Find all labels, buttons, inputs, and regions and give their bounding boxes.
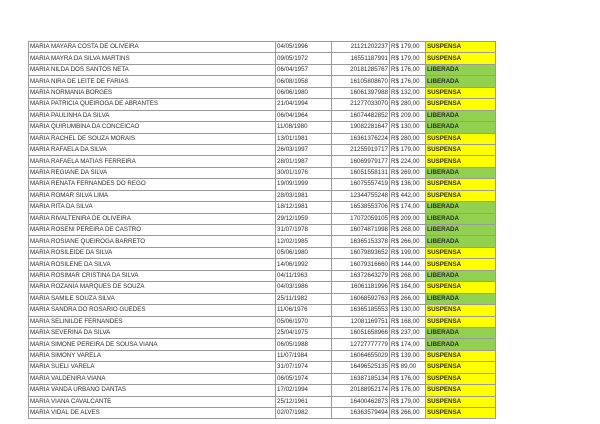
cell-id-number[interactable]: 16538553706	[332, 202, 390, 213]
table-row	[29, 225, 496, 236]
cell-status[interactable]: SUSPENSA	[426, 408, 496, 419]
cell-status[interactable]: SUSPENSA	[426, 316, 496, 327]
cell-id-number[interactable]: 16105808670	[332, 76, 390, 87]
table-row	[29, 76, 496, 87]
cell-name[interactable]: MARIA RAFAELA DA SILVA	[29, 144, 276, 155]
cell-id-number[interactable]: 16387185134	[332, 373, 390, 384]
table-body	[29, 42, 496, 419]
cell-birth-date[interactable]: 31/07/1978	[276, 225, 332, 236]
cell-name[interactable]: MARIA SAMILE SOUZA SILVA	[29, 293, 276, 304]
cell-status[interactable]: LIBERADA	[426, 64, 496, 75]
cell-id-number[interactable]: 16372643279	[332, 270, 390, 281]
cell-name[interactable]: MARIA RAFAELA MATIAS FERREIRA	[29, 156, 276, 167]
cell-value[interactable]: R$ 130,00	[390, 305, 426, 316]
cell-name[interactable]: MARIA RENATA FERNANDES DO REGO	[29, 179, 276, 190]
cell-name[interactable]: MARIA ROSIMAR CRISTINA DA SILVA	[29, 270, 276, 281]
cell-status[interactable]: SUSPENSA	[426, 133, 496, 144]
cell-value[interactable]: R$ 174,00	[390, 202, 426, 213]
table-row	[29, 350, 496, 361]
cell-value[interactable]: R$ 164,00	[390, 282, 426, 293]
cell-birth-date[interactable]: 04/11/1963	[276, 270, 332, 281]
cell-birth-date[interactable]: 12/02/1985	[276, 236, 332, 247]
table-row	[29, 373, 496, 384]
cell-status[interactable]: LIBERADA	[426, 110, 496, 121]
cell-id-number[interactable]: 16363579494	[332, 408, 390, 419]
cell-birth-date[interactable]: 04/03/1986	[276, 282, 332, 293]
cell-birth-date[interactable]: 11/06/1976	[276, 305, 332, 316]
cell-id-number[interactable]: 20188952174	[332, 385, 390, 396]
cell-value[interactable]: R$ 179,00	[390, 396, 426, 407]
cell-status[interactable]: SUSPENSA	[426, 42, 496, 53]
cell-status[interactable]: LIBERADA	[426, 76, 496, 87]
cell-name[interactable]: MARIA NORMANIA BORGES	[29, 87, 276, 98]
spreadsheet-table	[28, 41, 496, 419]
cell-id-number[interactable]: 17072059105	[332, 213, 390, 224]
cell-id-number[interactable]: 21277033070	[332, 99, 390, 110]
table-row	[29, 110, 496, 121]
cell-birth-date[interactable]: 06/08/1958	[276, 76, 332, 87]
table-row	[29, 305, 496, 316]
cell-birth-date[interactable]: 26/03/1997	[276, 144, 332, 155]
cell-id-number[interactable]: 16400462873	[332, 396, 390, 407]
cell-id-number[interactable]: 16074482852	[332, 110, 390, 121]
cell-id-number[interactable]: 16064655029	[332, 350, 390, 361]
cell-birth-date[interactable]: 04/05/1996	[276, 42, 332, 53]
cell-name[interactable]: MARIA SIMONY VARELA	[29, 350, 276, 361]
cell-status[interactable]: SUSPENSA	[426, 53, 496, 64]
cell-value[interactable]: R$ 199,00	[390, 247, 426, 258]
table-row	[29, 247, 496, 258]
cell-status[interactable]: SUSPENSA	[426, 350, 496, 361]
cell-name[interactable]: MARIA SEVERINA DA SILVA	[29, 327, 276, 338]
cell-status[interactable]: SUSPENSA	[426, 282, 496, 293]
cell-value[interactable]: R$ 442,00	[390, 190, 426, 201]
table-row	[29, 408, 496, 419]
cell-value[interactable]: R$ 266,00	[390, 236, 426, 247]
cell-name[interactable]: MARIA RIVALTENIRA DE OLIVEIRA	[29, 213, 276, 224]
cell-value[interactable]: R$ 280,00	[390, 133, 426, 144]
cell-status[interactable]: LIBERADA	[426, 339, 496, 350]
cell-status[interactable]: LIBERADA	[426, 167, 496, 178]
cell-value[interactable]: R$ 209,00	[390, 110, 426, 121]
cell-name[interactable]: MARIA VANDA URBANO DANTAS	[29, 385, 276, 396]
cell-value[interactable]: R$ 209,00	[390, 213, 426, 224]
cell-name[interactable]: MARIA MAYARA COSTA DE OLIVEIRA	[29, 42, 276, 53]
table-row	[29, 122, 496, 133]
cell-name[interactable]: MARIA QUIRUMBINA DA CONCEICAO	[29, 122, 276, 133]
cell-id-number[interactable]: 16365153378	[332, 236, 390, 247]
cell-value[interactable]: R$ 89,00	[390, 362, 426, 373]
cell-value[interactable]: R$ 237,00	[390, 327, 426, 338]
cell-name[interactable]: MARIA ROSIANE QUEIROGA BARRETO	[29, 236, 276, 247]
cell-birth-date[interactable]: 25/11/1982	[276, 293, 332, 304]
cell-id-number[interactable]: 16051658966	[332, 327, 390, 338]
table-row	[29, 282, 496, 293]
cell-value[interactable]: R$ 136,00	[390, 179, 426, 190]
cell-birth-date[interactable]: 25/12/1961	[276, 396, 332, 407]
cell-id-number[interactable]: 16074871998	[332, 225, 390, 236]
cell-id-number[interactable]: 16051558131	[332, 167, 390, 178]
cell-status[interactable]: LIBERADA	[426, 202, 496, 213]
cell-birth-date[interactable]: 21/04/1994	[276, 99, 332, 110]
cell-name[interactable]: MARIA ROSENI PEREIRA DE CASTRO	[29, 225, 276, 236]
cell-value[interactable]: R$ 132,00	[390, 87, 426, 98]
cell-value[interactable]: R$ 176,00	[390, 76, 426, 87]
cell-status[interactable]: LIBERADA	[426, 213, 496, 224]
cell-value[interactable]: R$ 179,00	[390, 144, 426, 155]
cell-status[interactable]: SUSPENSA	[426, 259, 496, 270]
cell-birth-date[interactable]: 06/04/1964	[276, 110, 332, 121]
cell-id-number[interactable]: 16551187991	[332, 53, 390, 64]
cell-value[interactable]: R$ 139,00	[390, 350, 426, 361]
cell-id-number[interactable]: 16075557419	[332, 179, 390, 190]
table-row	[29, 53, 496, 64]
cell-name[interactable]: MARIA VALDENIRA VIANA	[29, 373, 276, 384]
cell-value[interactable]: R$ 280,00	[390, 99, 426, 110]
cell-status[interactable]: SUSPENSA	[426, 156, 496, 167]
cell-id-number[interactable]: 12727777779	[332, 339, 390, 350]
cell-value[interactable]: R$ 174,00	[390, 339, 426, 350]
cell-name[interactable]: MARIA ROZANIA MARQUES DE SOUZA	[29, 282, 276, 293]
cell-value[interactable]: R$ 269,00	[390, 167, 426, 178]
cell-name[interactable]: MARIA NIRA DE LEITE DE FARIAS	[29, 76, 276, 87]
table-row	[29, 362, 496, 373]
cell-status[interactable]: SUSPENSA	[426, 362, 496, 373]
cell-value[interactable]: R$ 144,00	[390, 259, 426, 270]
cell-status[interactable]: SUSPENSA	[426, 99, 496, 110]
cell-id-number[interactable]: 12344755248	[332, 190, 390, 201]
cell-value[interactable]: R$ 268,00	[390, 270, 426, 281]
table-row	[29, 156, 496, 167]
cell-birth-date[interactable]: 05/06/1970	[276, 316, 332, 327]
cell-value[interactable]: R$ 168,00	[390, 316, 426, 327]
cell-status[interactable]: SUSPENSA	[426, 247, 496, 258]
cell-id-number[interactable]: 16068592763	[332, 293, 390, 304]
cell-value[interactable]: R$ 179,00	[390, 53, 426, 64]
cell-value[interactable]: R$ 266,00	[390, 293, 426, 304]
cell-birth-date[interactable]: 06/05/1988	[276, 339, 332, 350]
cell-value[interactable]: R$ 130,00	[390, 122, 426, 133]
table-row	[29, 87, 496, 98]
cell-id-number[interactable]: 21255919717	[332, 144, 390, 155]
cell-name[interactable]: MARIA PATRICIA QUEIROGA DE ABRANTES	[29, 99, 276, 110]
table-row	[29, 99, 496, 110]
cell-id-number[interactable]: 16079316660	[332, 259, 390, 270]
cell-status[interactable]: LIBERADA	[426, 270, 496, 281]
cell-name[interactable]: MARIA SANDRA DO ROSARIO GUEDES	[29, 305, 276, 316]
cell-id-number[interactable]: 20181285767	[332, 64, 390, 75]
cell-value[interactable]: R$ 176,00	[390, 373, 426, 384]
cell-birth-date[interactable]: 29/12/1959	[276, 213, 332, 224]
cell-id-number[interactable]: 16496525135	[332, 362, 390, 373]
table-row	[29, 293, 496, 304]
cell-value[interactable]: R$ 176,00	[390, 385, 426, 396]
table-row	[29, 190, 496, 201]
table-row	[29, 144, 496, 155]
cell-id-number[interactable]: 16061181996	[332, 282, 390, 293]
cell-status[interactable]: LIBERADA	[426, 122, 496, 133]
table-row	[29, 213, 496, 224]
table-row	[29, 385, 496, 396]
cell-status[interactable]: SUSPENSA	[426, 144, 496, 155]
cell-status[interactable]: SUSPENSA	[426, 385, 496, 396]
cell-name[interactable]: MARIA SELINILDE FERNANDES	[29, 316, 276, 327]
cell-status[interactable]: LIBERADA	[426, 327, 496, 338]
cell-birth-date[interactable]: 13/01/1981	[276, 133, 332, 144]
cell-id-number[interactable]: 16079893652	[332, 247, 390, 258]
table-row	[29, 202, 496, 213]
cell-birth-date[interactable]: 17/02/1994	[276, 385, 332, 396]
table-row	[29, 259, 496, 270]
cell-name[interactable]: MARIA REGIANE DA SILVA	[29, 167, 276, 178]
cell-id-number[interactable]: 16361376224	[332, 133, 390, 144]
cell-status[interactable]: SUSPENSA	[426, 87, 496, 98]
table-row	[29, 270, 496, 281]
cell-name[interactable]: MARIA SIMONE PEREIRA DE SOUSA VIANA	[29, 339, 276, 350]
cell-status[interactable]: SUSPENSA	[426, 373, 496, 384]
cell-id-number[interactable]: 19082281647	[332, 122, 390, 133]
cell-status[interactable]: LIBERADA	[426, 236, 496, 247]
cell-id-number[interactable]: 21121202237	[332, 42, 390, 53]
cell-name[interactable]: MARIA VIANA CAVALCANTE	[29, 396, 276, 407]
cell-name[interactable]: MARIA PAULINHA DA SILVA	[29, 110, 276, 121]
cell-value[interactable]: R$ 224,00	[390, 156, 426, 167]
cell-status[interactable]: LIBERADA	[426, 293, 496, 304]
cell-value[interactable]: R$ 266,00	[390, 408, 426, 419]
table-row	[29, 64, 496, 75]
table-row	[29, 339, 496, 350]
cell-id-number[interactable]: 16061397988	[332, 87, 390, 98]
cell-status[interactable]: LIBERADA	[426, 225, 496, 236]
cell-name[interactable]: MARIA VIDAL DE ALVES	[29, 408, 276, 419]
cell-name[interactable]: MARIA ROSILENE DA SILVA	[29, 259, 276, 270]
cell-value[interactable]: R$ 179,00	[390, 42, 426, 53]
cell-status[interactable]: SUSPENSA	[426, 179, 496, 190]
cell-value[interactable]: R$ 176,00	[390, 64, 426, 75]
cell-name[interactable]: MARIA ROMAR SILVA LIMA	[29, 190, 276, 201]
table-row	[29, 133, 496, 144]
cell-birth-date[interactable]: 06/04/1957	[276, 64, 332, 75]
cell-id-number[interactable]: 16069979177	[332, 156, 390, 167]
cell-value[interactable]: R$ 268,00	[390, 225, 426, 236]
cell-name[interactable]: MARIA RITA DA SILVA	[29, 202, 276, 213]
table-row	[29, 236, 496, 247]
table-row	[29, 167, 496, 178]
cell-birth-date[interactable]: 02/07/1982	[276, 408, 332, 419]
cell-birth-date[interactable]: 19/09/1999	[276, 179, 332, 190]
cell-status[interactable]: SUSPENSA	[426, 396, 496, 407]
cell-birth-date[interactable]: 14/06/1992	[276, 259, 332, 270]
cell-birth-date[interactable]: 06/06/1980	[276, 87, 332, 98]
cell-birth-date[interactable]: 11/08/1980	[276, 122, 332, 133]
table-row	[29, 179, 496, 190]
cell-name[interactable]: MARIA ROSILEIDE DA SILVA	[29, 247, 276, 258]
cell-name[interactable]: MARIA RACHEL DE SOUZA MORAIS	[29, 133, 276, 144]
cell-birth-date[interactable]: 28/03/1981	[276, 190, 332, 201]
cell-name[interactable]: MARIA NILDA DOS SANTOS NETA	[29, 64, 276, 75]
cell-birth-date[interactable]: 05/06/1980	[276, 247, 332, 258]
cell-birth-date[interactable]: 30/01/1976	[276, 167, 332, 178]
cell-id-number[interactable]: 16365185553	[332, 305, 390, 316]
cell-birth-date[interactable]: 11/07/1984	[276, 350, 332, 361]
table-row	[29, 316, 496, 327]
table-row	[29, 396, 496, 407]
cell-birth-date[interactable]: 25/04/1975	[276, 327, 332, 338]
cell-id-number[interactable]: 12081169751	[332, 316, 390, 327]
cell-status[interactable]: SUSPENSA	[426, 190, 496, 201]
cell-birth-date[interactable]: 31/07/1974	[276, 362, 332, 373]
cell-status[interactable]: SUSPENSA	[426, 305, 496, 316]
table-row	[29, 327, 496, 338]
cell-name[interactable]: MARIA SUELI VARELA	[29, 362, 276, 373]
table-row	[29, 42, 496, 53]
cell-birth-date[interactable]: 06/05/1974	[276, 373, 332, 384]
cell-name[interactable]: MARIA MAYRA DA SILVA MARTINS	[29, 53, 276, 64]
cell-birth-date[interactable]: 18/12/1981	[276, 202, 332, 213]
cell-birth-date[interactable]: 09/05/1972	[276, 53, 332, 64]
cell-birth-date[interactable]: 28/01/1987	[276, 156, 332, 167]
